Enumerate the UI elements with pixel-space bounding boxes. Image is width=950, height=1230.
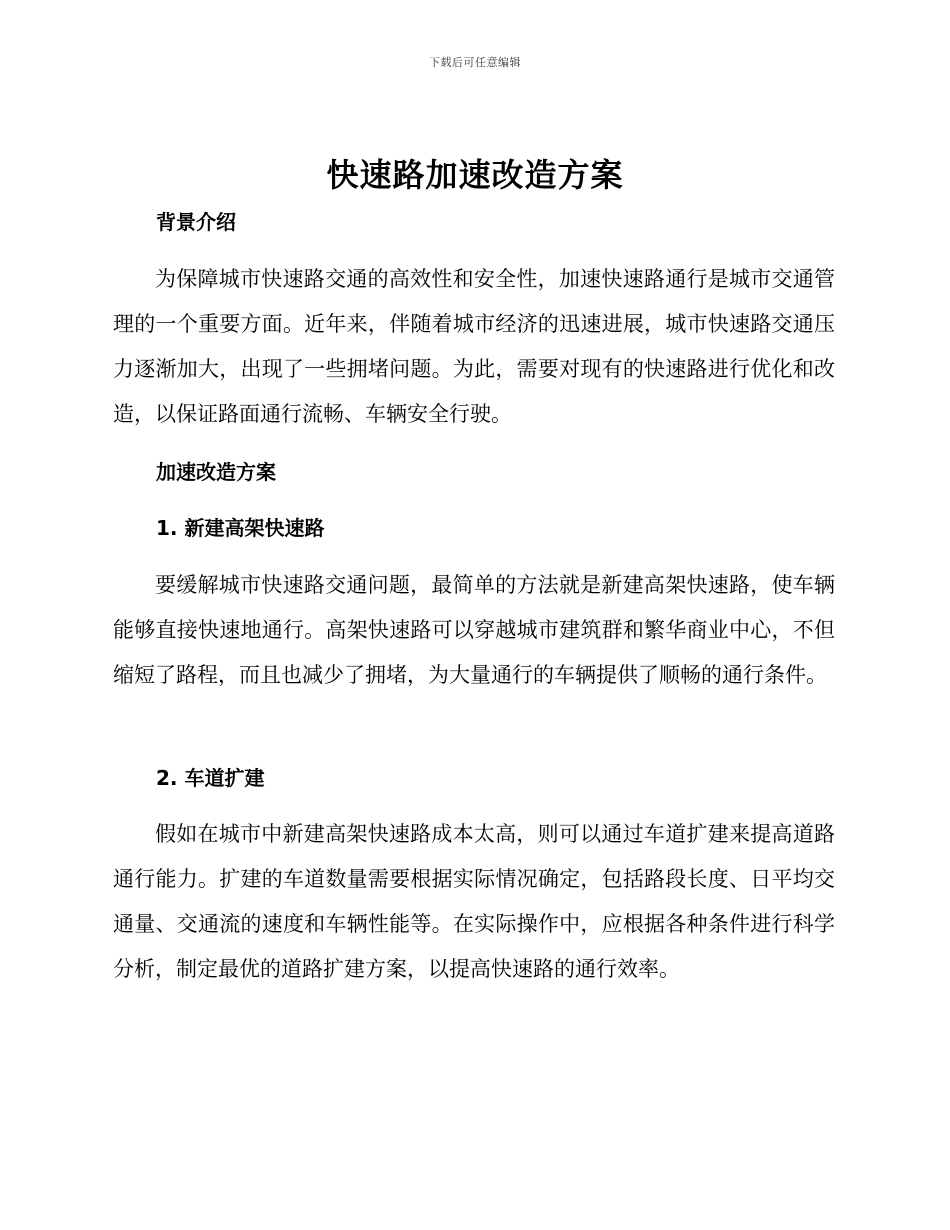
section-heading-elevated-road: 1. 新建高架快速路	[156, 516, 325, 540]
document-title: 快速路加速改造方案	[326, 156, 624, 194]
paragraph-lane-expansion: 假如在城市中新建高架快速路成本太高，则可以通过车道扩建来提高道路通行能力。扩建的车道数量需要根据实际情况确定，包括路段长度、日平均交通量、交通流的速度和车辆性能等。在实际操作中，应根据各种条件进行科学分析，制定最优的道路扩建方案，以提高快速路的通行效率。	[113, 822, 835, 981]
section-heading-background: 背景介绍	[156, 210, 236, 234]
paragraph-elevated-road: 要缓解城市快速路交通问题，最简单的方法就是新建高架快速路，使车辆能够直接快速地通行。高架快速路可以穿越城市建筑群和繁华商业中心，不但缩短了路程，而且也减少了拥堵，为大量通行的车辆提供了顺畅的通行条件。	[113, 573, 835, 687]
paragraph-background: 为保障城市快速路交通的高效性和安全性，加速快速路通行是城市交通管理的一个重要方面。近年来，伴随着城市经济的迅速进展，城市快速路交通压力逐渐加大，出现了一些拥堵问题。为此，需要对现有的快速路进行优化和改造，以保证路面通行流畅、车辆安全行驶。	[113, 267, 835, 426]
section-heading-plan: 加速改造方案	[156, 460, 276, 484]
header-note: 下载后可任意编辑	[429, 56, 521, 69]
section-heading-lane-expansion: 2. 车道扩建	[156, 766, 265, 790]
